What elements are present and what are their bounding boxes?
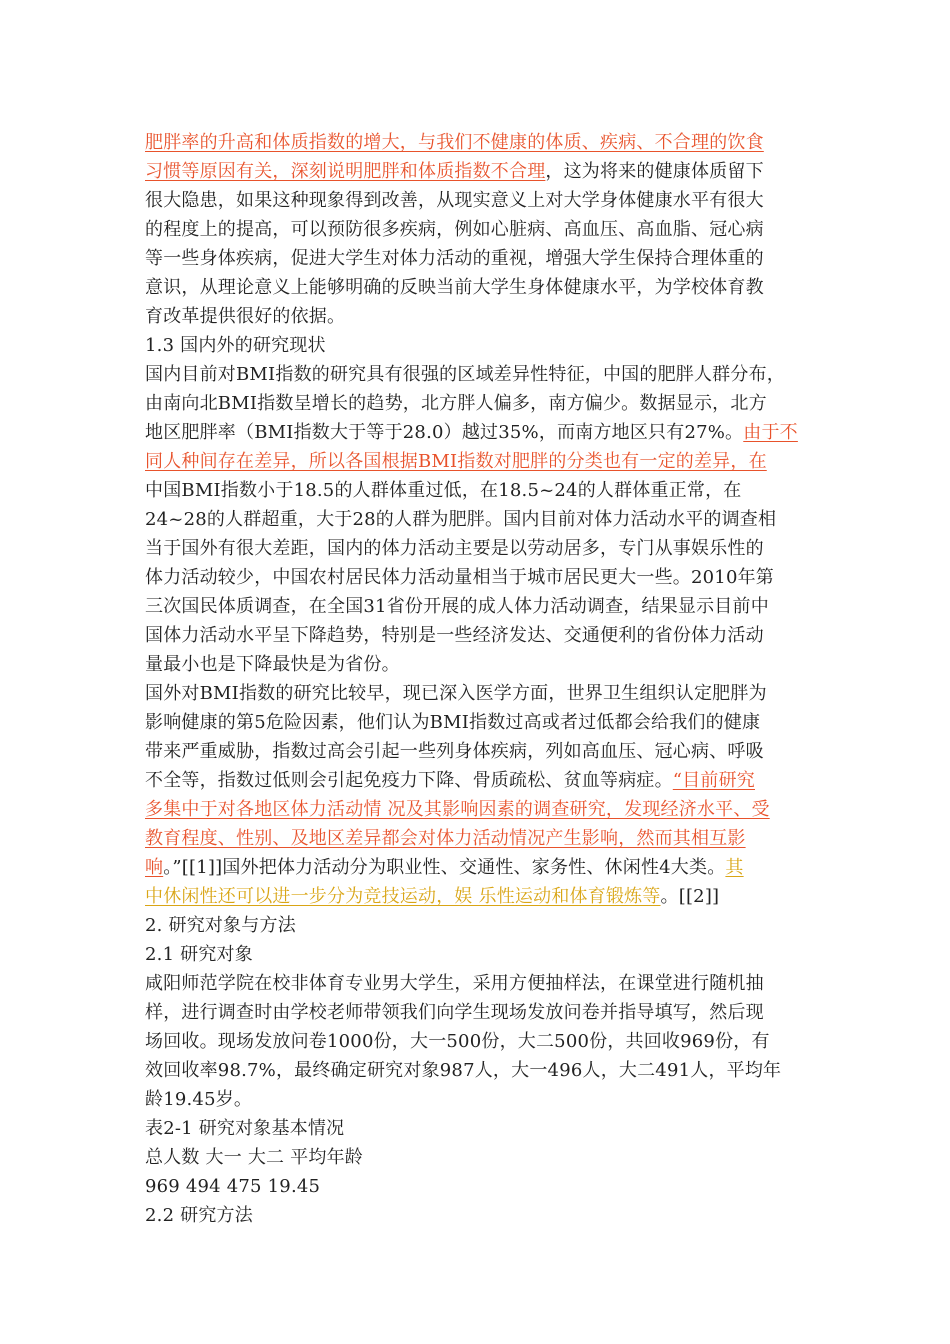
text-line [145,679,810,708]
text-segment: ，这为将来的健康体质留下 [545,161,764,182]
text-segment: 中国BMI指数小于18.5的人群体重过低，在18.5~24的人群体重正常，在 [145,480,742,501]
text-segment: 表2-1 研究对象基本情况 [145,1118,345,1139]
text-segment: 育改革提供很好的依据。 [145,306,346,327]
text-line [145,505,810,534]
text-segment: 24~28的人群超重，大于28的人群为肥胖。国内目前对体力活动水平的调查相 [145,509,777,530]
text-line [145,650,810,679]
text-line [145,911,810,940]
body-text [145,128,810,1230]
text-line [145,360,810,389]
text-line [145,244,810,273]
text-line [145,534,810,563]
text-segment: 2.1 研究对象 [145,944,253,965]
text-line [145,969,810,998]
highlighted-text-segment: 肥胖率的升高和体质指数的增大，与我们不健康的体质、疾病、不合理的饮食 [145,132,764,153]
highlighted-text-segment: 多集中于对各地区体力活动情 况及其影响因素的调查研究，发现经济水平、受 [145,799,770,820]
text-line [145,157,810,186]
text-line [145,476,810,505]
text-line [145,708,810,737]
text-line [145,882,810,911]
text-line [145,186,810,215]
text-segment: 的程度上的提高，可以预防很多疾病，例如心脏病、高血压、高血脂、冠心病 [145,219,764,240]
highlighted-text-segment: 同人种间存在差异，所以各国根据BMI指数对肥胖的分类也有一定的差异，在 [145,451,767,472]
text-line [145,389,810,418]
text-segment: 咸阳师范学院在校非体育专业男大学生，采用方便抽样法，在课堂进行随机抽 [145,973,764,994]
text-segment: 2.2 研究方法 [145,1205,253,1226]
text-line [145,1114,810,1143]
text-line [145,128,810,157]
text-segment: 国外对BMI指数的研究比较早，现已深入医学方面，世界卫生组织认定肥胖为 [145,683,767,704]
text-segment: 意识，从理论意义上能够明确的反映当前大学生身体健康水平，为学校体育教 [145,277,764,298]
text-line [145,1172,810,1201]
text-segment: 量最小也是下降最快是为省份。 [145,654,400,675]
text-line [145,621,810,650]
text-segment: 由南向北BMI指数呈增长的趋势，北方胖人偏多，南方偏少。数据显示，北方 [145,393,767,414]
text-segment: 总人数 大一 大二 平均年龄 [145,1147,363,1168]
highlighted-text-segment: 习惯等原因有关，深刻说明肥胖和体质指数不合理 [145,161,546,182]
highlighted-text-segment: 中休闲性还可以进一步分为竞技运动，娱 乐性运动和体育锻炼等 [145,886,661,907]
text-line [145,1027,810,1056]
text-line [145,795,810,824]
text-line [145,1056,810,1085]
highlighted-text-segment: “目前研究 [672,770,755,791]
text-line [145,302,810,331]
highlighted-text-segment: 响 [145,857,164,878]
text-segment: 影响健康的第5危险因素，他们认为BMI指数过高或者过低都会给我们的健康 [145,712,761,733]
text-segment: 场回收。现场发放问卷1000份，大一500份，大二500份，共回收969份，有 [145,1031,770,1052]
highlighted-text-segment: 教育程度、性别、及地区差异都会对体力活动情况产生影响，然而其相互影 [145,828,746,849]
text-segment: 2. 研究对象与方法 [145,915,296,936]
text-segment: 样，进行调查时由学校老师带领我们向学生现场发放问卷并指导填写，然后现 [145,1002,764,1023]
text-line [145,1201,810,1230]
text-line [145,273,810,302]
text-line [145,998,810,1027]
text-segment: 当于国外有很大差距，国内的体力活动主要是以劳动居多，专门从事娱乐性的 [145,538,764,559]
text-segment: 969 494 475 19.45 [145,1176,321,1197]
text-segment: 带来严重威胁，指数过高会引起一些列身体疾病，列如高血压、冠心病、呼吸 [145,741,764,762]
text-line [145,215,810,244]
text-line [145,331,810,360]
text-segment: 不全等，指数过低则会引起免疫力下降、骨质疏松、贫血等病症。 [145,770,673,791]
text-segment: 国内目前对BMI指数的研究具有很强的区域差异性特征，中国的肥胖人群分布， [145,364,785,385]
text-line [145,853,810,882]
text-line [145,418,810,447]
text-line [145,447,810,476]
text-segment: 等一些身体疾病，促进大学生对体力活动的重视，增强大学生保持合理体重的 [145,248,764,269]
text-line [145,563,810,592]
text-segment: 体力活动较少，中国农村居民体力活动量相当于城市居民更大一些。2010年第 [145,567,775,588]
text-segment: 龄19.45岁。 [145,1089,253,1110]
text-line [145,940,810,969]
text-segment: 很大隐患，如果这种现象得到改善，从现实意义上对大学身体健康水平有很大 [145,190,764,211]
text-segment: 地区肥胖率（BMI指数大于等于28.0）越过35%，而南方地区只有27%。 [145,422,744,443]
highlighted-text-segment: 由于不 [743,422,798,443]
text-segment: 效回收率98.7%，最终确定研究对象987人，大一496人，大二491人，平均年 [145,1060,782,1081]
text-line [145,766,810,795]
text-line [145,1143,810,1172]
text-line [145,592,810,621]
highlighted-text-segment: 其 [725,857,744,878]
text-segment: 。”[[1]]国外把体力活动分为职业性、交通性、家务性、休闲性4大类。 [163,857,726,878]
text-segment: 1.3 国内外的研究现状 [145,335,326,356]
text-line [145,737,810,766]
text-line [145,824,810,853]
text-line [145,1085,810,1114]
text-segment: 三次国民体质调查，在全国31省份开展的成人体力活动调查，结果显示目前中 [145,596,769,617]
text-segment: 。[[2]] [660,886,720,907]
text-segment: 国体力活动水平呈下降趋势，特别是一些经济发达、交通便利的省份体力活动 [145,625,764,646]
